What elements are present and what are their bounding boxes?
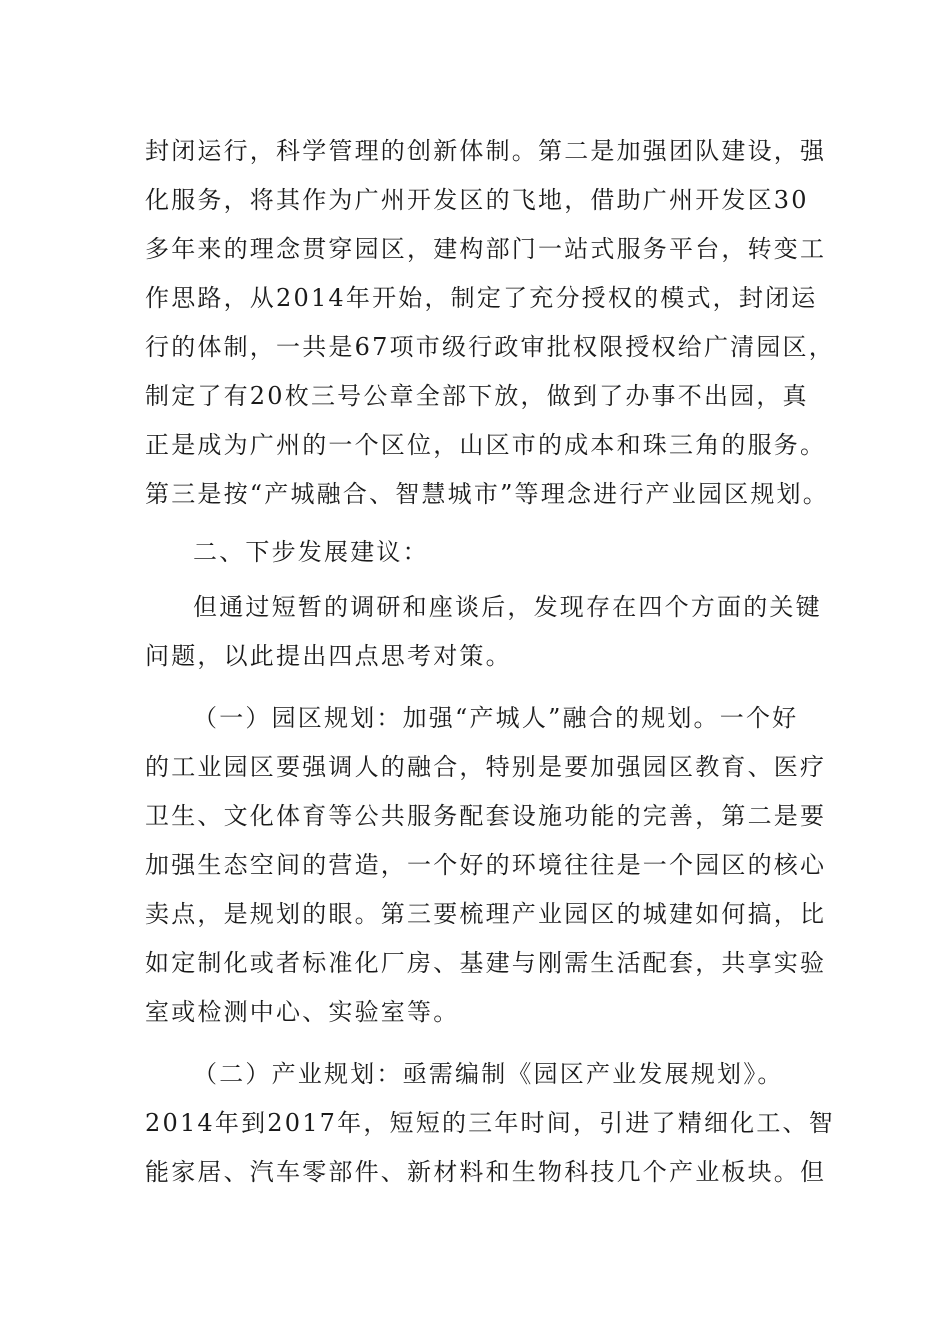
paragraph-line: 卖点，是规划的眼。第三要梳理产业园区的城建如何搞，比 <box>145 900 827 928</box>
subsection-heading: （一）园区规划：加强“产城人”融合的规划。一个好 <box>193 704 799 732</box>
paragraph-line: 作思路，从2014年开始，制定了充分授权的模式，封闭运 <box>145 284 818 312</box>
paragraph-line: 制定了有20枚三号公章全部下放，做到了办事不出园，真 <box>145 382 809 410</box>
section-heading: 二、下步发展建议： <box>193 538 429 566</box>
paragraph-line: 加强生态空间的营造，一个好的环境往往是一个园区的核心 <box>145 851 827 879</box>
paragraph-line: 能家居、汽车零部件、新材料和生物科技几个产业板块。但 <box>145 1158 827 1186</box>
subsection-heading: （二）产业规划：亟需编制《园区产业发展规划》。 <box>193 1060 784 1088</box>
paragraph-line: 多年来的理念贯穿园区，建构部门一站式服务平台，转变工 <box>145 235 827 263</box>
paragraph-line: 化服务，将其作为广州开发区的飞地，借助广州开发区30 <box>145 186 809 214</box>
paragraph-line: 问题，以此提出四点思考对策。 <box>145 642 512 670</box>
paragraph-line: 行的体制，一共是67项市级行政审批权限授权给广清园区， <box>145 333 835 361</box>
paragraph-line: 室或检测中心、实验室等。 <box>145 998 460 1026</box>
paragraph-line: 第三是按“产城融合、智慧城市”等理念进行产业园区规划。 <box>145 480 829 508</box>
paragraph-line: 2014年到2017年，短短的三年时间，引进了精细化工、智 <box>145 1109 835 1137</box>
paragraph-line: 正是成为广州的一个区位，山区市的成本和珠三角的服务。 <box>145 431 827 459</box>
paragraph-line: 的工业园区要强调人的融合，特别是要加强园区教育、医疗 <box>145 753 827 781</box>
paragraph-line: 如定制化或者标准化厂房、基建与刚需生活配套，共享实验 <box>145 949 827 977</box>
paragraph-line: 封闭运行，科学管理的创新体制。第二是加强团队建设，强 <box>145 137 827 165</box>
paragraph-line: 但通过短暂的调研和座谈后，发现存在四个方面的关键 <box>193 593 822 621</box>
paragraph-line: 卫生、文化体育等公共服务配套设施功能的完善，第二是要 <box>145 802 827 830</box>
